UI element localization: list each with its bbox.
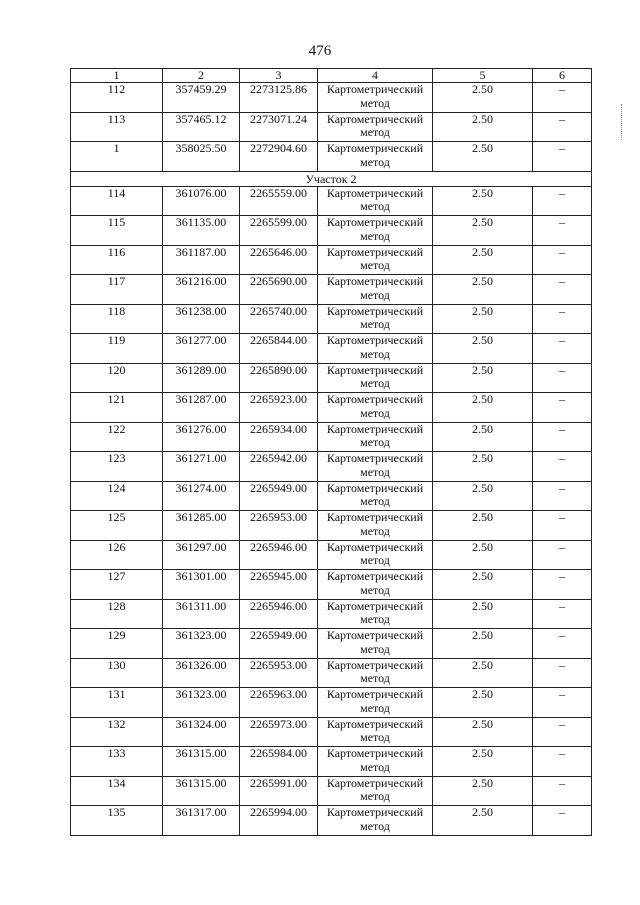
point-number-cell: 129 <box>71 629 163 659</box>
x-coordinate-cell: 361271.00 <box>163 452 240 482</box>
note-cell: – <box>533 216 592 246</box>
note-cell: – <box>533 275 592 305</box>
method-cell: Картометрический метод <box>318 688 433 718</box>
point-number-cell: 116 <box>71 245 163 275</box>
accuracy-cell: 2.50 <box>433 275 533 305</box>
y-coordinate-cell: 2265934.00 <box>240 422 318 452</box>
y-coordinate-cell: 2265963.00 <box>240 688 318 718</box>
page-number: 476 <box>308 43 332 59</box>
table-row <box>71 275 592 305</box>
method-cell: Картометрический метод <box>318 186 433 216</box>
column-header: 5 <box>433 69 533 83</box>
point-number-cell: 118 <box>71 304 163 334</box>
accuracy-cell: 2.50 <box>433 658 533 688</box>
y-coordinate-cell: 2265946.00 <box>240 599 318 629</box>
method-cell: Картометрический метод <box>318 658 433 688</box>
coordinates-table <box>70 68 592 836</box>
header-row <box>71 69 592 83</box>
section-label: Участок 2 <box>71 171 592 186</box>
accuracy-cell: 2.50 <box>433 629 533 659</box>
accuracy-cell: 2.50 <box>433 806 533 836</box>
note-cell: – <box>533 540 592 570</box>
y-coordinate-cell: 2265923.00 <box>240 393 318 423</box>
table-row <box>71 452 592 482</box>
point-number-cell: 133 <box>71 747 163 777</box>
method-cell: Картометрический метод <box>318 304 433 334</box>
accuracy-cell: 2.50 <box>433 481 533 511</box>
x-coordinate-cell: 361315.00 <box>163 747 240 777</box>
table-row <box>71 393 592 423</box>
table-row <box>71 717 592 747</box>
accuracy-cell: 2.50 <box>433 363 533 393</box>
accuracy-cell: 2.50 <box>433 393 533 423</box>
table-row <box>71 142 592 172</box>
x-coordinate-cell: 361301.00 <box>163 570 240 600</box>
point-number-cell: 117 <box>71 275 163 305</box>
method-cell: Картометрический метод <box>318 806 433 836</box>
y-coordinate-cell: 2265953.00 <box>240 658 318 688</box>
table-row <box>71 245 592 275</box>
point-number-cell: 1 <box>71 142 163 172</box>
table-row <box>71 688 592 718</box>
table-row <box>71 83 592 113</box>
note-cell: – <box>533 776 592 806</box>
table-row <box>71 186 592 216</box>
x-coordinate-cell: 357459.29 <box>163 83 240 113</box>
table-row <box>71 216 592 246</box>
note-cell: – <box>533 186 592 216</box>
note-cell: – <box>533 570 592 600</box>
method-cell: Картометрический метод <box>318 540 433 570</box>
table-row <box>71 481 592 511</box>
table-row <box>71 112 592 142</box>
method-cell: Картометрический метод <box>318 717 433 747</box>
note-cell: – <box>533 304 592 334</box>
point-number-cell: 112 <box>71 83 163 113</box>
point-number-cell: 127 <box>71 570 163 600</box>
method-cell: Картометрический метод <box>318 363 433 393</box>
x-coordinate-cell: 358025.50 <box>163 142 240 172</box>
accuracy-cell: 2.50 <box>433 334 533 364</box>
table-row <box>71 540 592 570</box>
method-cell: Картометрический метод <box>318 245 433 275</box>
method-cell: Картометрический метод <box>318 422 433 452</box>
x-coordinate-cell: 361187.00 <box>163 245 240 275</box>
section-row <box>71 171 592 186</box>
x-coordinate-cell: 361297.00 <box>163 540 240 570</box>
margin-mark <box>621 104 632 140</box>
accuracy-cell: 2.50 <box>433 142 533 172</box>
method-cell: Картометрический метод <box>318 511 433 541</box>
y-coordinate-cell: 2265949.00 <box>240 629 318 659</box>
note-cell: – <box>533 112 592 142</box>
y-coordinate-cell: 2272904.60 <box>240 142 318 172</box>
table-row <box>71 806 592 836</box>
table-row <box>71 422 592 452</box>
method-cell: Картометрический метод <box>318 599 433 629</box>
accuracy-cell: 2.50 <box>433 688 533 718</box>
method-cell: Картометрический метод <box>318 216 433 246</box>
point-number-cell: 125 <box>71 511 163 541</box>
y-coordinate-cell: 2265559.00 <box>240 186 318 216</box>
table-row <box>71 658 592 688</box>
y-coordinate-cell: 2273071.24 <box>240 112 318 142</box>
x-coordinate-cell: 361276.00 <box>163 422 240 452</box>
point-number-cell: 123 <box>71 452 163 482</box>
y-coordinate-cell: 2265953.00 <box>240 511 318 541</box>
x-coordinate-cell: 361135.00 <box>163 216 240 246</box>
accuracy-cell: 2.50 <box>433 570 533 600</box>
table-row <box>71 570 592 600</box>
note-cell: – <box>533 334 592 364</box>
x-coordinate-cell: 361076.00 <box>163 186 240 216</box>
note-cell: – <box>533 452 592 482</box>
table-row <box>71 363 592 393</box>
y-coordinate-cell: 2265949.00 <box>240 481 318 511</box>
y-coordinate-cell: 2265984.00 <box>240 747 318 777</box>
x-coordinate-cell: 357465.12 <box>163 112 240 142</box>
table-row <box>71 776 592 806</box>
accuracy-cell: 2.50 <box>433 540 533 570</box>
y-coordinate-cell: 2265646.00 <box>240 245 318 275</box>
y-coordinate-cell: 2265740.00 <box>240 304 318 334</box>
table-row <box>71 629 592 659</box>
x-coordinate-cell: 361289.00 <box>163 363 240 393</box>
y-coordinate-cell: 2265844.00 <box>240 334 318 364</box>
x-coordinate-cell: 361277.00 <box>163 334 240 364</box>
note-cell: – <box>533 363 592 393</box>
y-coordinate-cell: 2265690.00 <box>240 275 318 305</box>
table-row <box>71 334 592 364</box>
accuracy-cell: 2.50 <box>433 599 533 629</box>
method-cell: Картометрический метод <box>318 452 433 482</box>
method-cell: Картометрический метод <box>318 570 433 600</box>
point-number-cell: 121 <box>71 393 163 423</box>
table-row <box>71 747 592 777</box>
y-coordinate-cell: 2265946.00 <box>240 540 318 570</box>
x-coordinate-cell: 361287.00 <box>163 393 240 423</box>
note-cell: – <box>533 806 592 836</box>
accuracy-cell: 2.50 <box>433 216 533 246</box>
section-divider <box>71 171 592 186</box>
method-cell: Картометрический метод <box>318 275 433 305</box>
note-cell: – <box>533 658 592 688</box>
point-number-cell: 120 <box>71 363 163 393</box>
y-coordinate-cell: 2265942.00 <box>240 452 318 482</box>
point-number-cell: 130 <box>71 658 163 688</box>
point-number-cell: 122 <box>71 422 163 452</box>
note-cell: – <box>533 393 592 423</box>
point-number-cell: 128 <box>71 599 163 629</box>
accuracy-cell: 2.50 <box>433 112 533 142</box>
accuracy-cell: 2.50 <box>433 776 533 806</box>
x-coordinate-cell: 361315.00 <box>163 776 240 806</box>
method-cell: Картометрический метод <box>318 142 433 172</box>
x-coordinate-cell: 361274.00 <box>163 481 240 511</box>
method-cell: Картометрический метод <box>318 629 433 659</box>
point-number-cell: 131 <box>71 688 163 718</box>
accuracy-cell: 2.50 <box>433 747 533 777</box>
accuracy-cell: 2.50 <box>433 511 533 541</box>
method-cell: Картометрический метод <box>318 747 433 777</box>
y-coordinate-cell: 2265991.00 <box>240 776 318 806</box>
note-cell: – <box>533 83 592 113</box>
note-cell: – <box>533 245 592 275</box>
method-cell: Картометрический метод <box>318 776 433 806</box>
y-coordinate-cell: 2265994.00 <box>240 806 318 836</box>
method-cell: Картометрический метод <box>318 481 433 511</box>
y-coordinate-cell: 2265599.00 <box>240 216 318 246</box>
y-coordinate-cell: 2265973.00 <box>240 717 318 747</box>
accuracy-cell: 2.50 <box>433 717 533 747</box>
accuracy-cell: 2.50 <box>433 422 533 452</box>
x-coordinate-cell: 361238.00 <box>163 304 240 334</box>
y-coordinate-cell: 2273125.86 <box>240 83 318 113</box>
point-number-cell: 113 <box>71 112 163 142</box>
method-cell: Картометрический метод <box>318 334 433 364</box>
point-number-cell: 114 <box>71 186 163 216</box>
note-cell: – <box>533 747 592 777</box>
accuracy-cell: 2.50 <box>433 245 533 275</box>
method-cell: Картометрический метод <box>318 393 433 423</box>
x-coordinate-cell: 361285.00 <box>163 511 240 541</box>
note-cell: – <box>533 629 592 659</box>
note-cell: – <box>533 717 592 747</box>
table-row <box>71 511 592 541</box>
point-number-cell: 132 <box>71 717 163 747</box>
x-coordinate-cell: 361323.00 <box>163 688 240 718</box>
note-cell: – <box>533 142 592 172</box>
accuracy-cell: 2.50 <box>433 452 533 482</box>
y-coordinate-cell: 2265945.00 <box>240 570 318 600</box>
point-number-cell: 115 <box>71 216 163 246</box>
method-cell: Картометрический метод <box>318 83 433 113</box>
note-cell: – <box>533 688 592 718</box>
method-cell: Картометрический метод <box>318 112 433 142</box>
x-coordinate-cell: 361317.00 <box>163 806 240 836</box>
accuracy-cell: 2.50 <box>433 304 533 334</box>
point-number-cell: 135 <box>71 806 163 836</box>
table-body-part2 <box>71 186 592 835</box>
column-header: 6 <box>533 69 592 83</box>
point-number-cell: 126 <box>71 540 163 570</box>
x-coordinate-cell: 361323.00 <box>163 629 240 659</box>
accuracy-cell: 2.50 <box>433 83 533 113</box>
note-cell: – <box>533 481 592 511</box>
x-coordinate-cell: 361326.00 <box>163 658 240 688</box>
table-body-part1 <box>71 83 592 172</box>
point-number-cell: 119 <box>71 334 163 364</box>
x-coordinate-cell: 361311.00 <box>163 599 240 629</box>
table-row <box>71 304 592 334</box>
column-header: 2 <box>163 69 240 83</box>
column-header: 4 <box>318 69 433 83</box>
note-cell: – <box>533 511 592 541</box>
column-header: 1 <box>71 69 163 83</box>
point-number-cell: 134 <box>71 776 163 806</box>
y-coordinate-cell: 2265890.00 <box>240 363 318 393</box>
x-coordinate-cell: 361216.00 <box>163 275 240 305</box>
x-coordinate-cell: 361324.00 <box>163 717 240 747</box>
table-row <box>71 599 592 629</box>
column-header: 3 <box>240 69 318 83</box>
point-number-cell: 124 <box>71 481 163 511</box>
accuracy-cell: 2.50 <box>433 186 533 216</box>
note-cell: – <box>533 599 592 629</box>
note-cell: – <box>533 422 592 452</box>
